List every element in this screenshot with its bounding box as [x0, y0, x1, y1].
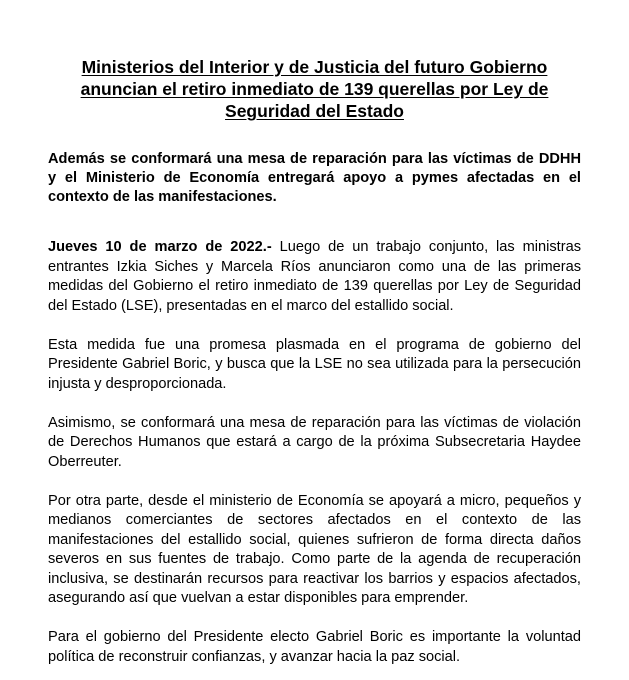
paragraph-3: Asimismo, se conformará una mesa de reparación para las víctimas de violación de Derechos Humanos que estará a cargo de la próxima Subsecretaria Haydee Oberreuter. [48, 414, 581, 470]
paragraph-2: Esta medida fue una promesa plasmada en el programa de gobierno del Presidente Gabriel Boric, y busca que la LSE no sea utilizada para la persecución injusta y desproporcionada. [48, 336, 581, 392]
document-title: Ministerios del Interior y de Justicia del futuro Gobierno anuncian el retiro inmediato de 139 querellas por Ley de Seguridad del Estado [80, 57, 549, 121]
paragraph-1 [48, 238, 581, 316]
paragraph-4: Por otra parte, desde el ministerio de Economía se apoyará a micro, pequeños y medianos comerciantes de sectores afectados en el contexto de las manifestaciones del estallido social, quienes sufrieron de forma directa daños severos en sus fuentes de trabajo. Como parte de la agenda de recuperación inclusiva, se destinarán recursos para reactivar los barrios y espacios afectados, asegurando así que vuelvan a estar disponibles para emprender. [48, 492, 581, 606]
document-subtitle: Además se conformará una mesa de reparación para las víctimas de DDHH y el Ministerio de Economía entregará apoyo a pymes afectadas en el contexto de las manifestaciones. [48, 151, 581, 205]
paragraph-5: Para el gobierno del Presidente electo Gabriel Boric es importante la voluntad política de reconstruir confianzas, y avanzar hacia la paz social. [48, 629, 581, 665]
paragraph-1-text: Luego de un trabajo conjunto, las ministras entrantes Izkia Siches y Marcela Ríos anunciaron como una de las primeras medidas del Gobierno el retiro inmediato de 139 querellas por Ley de Seguridad del Estado (LSE), presentadas en el marco del estallido social. [48, 239, 581, 314]
dateline: Jueves 10 de marzo de 2022.- [48, 239, 272, 255]
